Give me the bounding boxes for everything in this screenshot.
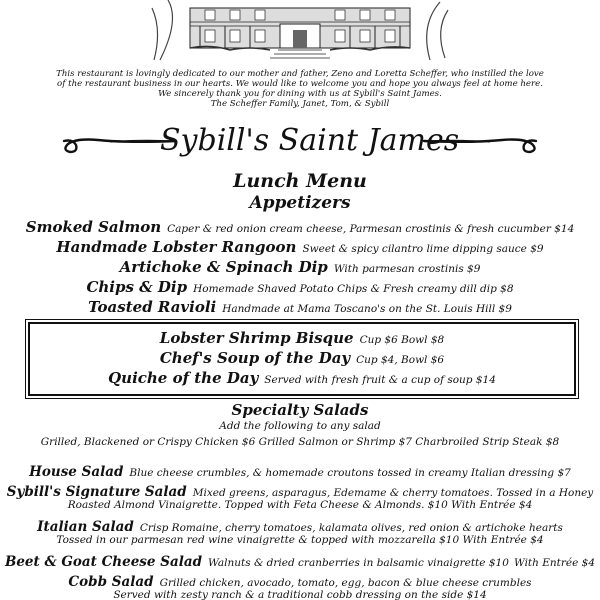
item-name: Chef's Soup of the Day [159, 349, 351, 367]
dedication-line: of the restaurant business in our hearts. We would like to welcome you and hope you always feel at home here. [57, 79, 543, 89]
soup-item [30, 328, 574, 347]
item-name: Cobb Salad [68, 574, 154, 590]
menu-item [0, 551, 600, 570]
dedication-line: We sincerely thank you for dining with us at Sybill's Saint James. [158, 89, 442, 99]
menu-title: Lunch Menu [233, 170, 367, 192]
item-desc-continued: Tossed in our parmesan red wine vinaigrette & topped with mozzarella $10 With Entrée $4 [56, 534, 544, 546]
item-desc: Walnuts & dried cranberries in balsamic vinaigrette $10 [208, 557, 509, 569]
menu-item [0, 481, 600, 500]
soup-item [30, 368, 574, 387]
item-desc-continued: Served with zesty ranch & a traditional cobb dressing on the side $14 [113, 589, 487, 600]
item-name: Chips & Dip [86, 278, 188, 296]
salad-addons: Grilled, Blackened or Crispy Chicken $6 Grilled Salmon or Shrimp $7 Charbroiled Strip Steak $8 [40, 436, 560, 448]
menu-item [0, 217, 600, 236]
menu-item [0, 461, 600, 480]
item-name: Smoked Salmon [25, 218, 162, 236]
menu-item [0, 277, 600, 296]
restaurant-title: Sybill's Saint James [160, 123, 460, 158]
item-desc: Homemade Shaved Potato Chips & Fresh creamy dill dip $8 [193, 283, 514, 295]
item-desc: Crisp Romaine, cherry tomatoes, kalamata olives, red onion & artichoke hearts [139, 522, 563, 534]
house-illustration [150, 0, 450, 62]
item-desc: With parmesan crostinis $9 [333, 263, 481, 275]
menu-item [0, 516, 600, 535]
item-name: House Salad [29, 464, 124, 480]
item-desc: Blue cheese crumbles, & homemade croutons tossed in creamy Italian dressing $7 [129, 467, 571, 479]
title-row [0, 118, 600, 166]
appetizers-heading: Appetizers [249, 193, 351, 213]
item-desc-continued: Roasted Almond Vinaigrette. Topped with Feta Cheese & Almonds. $10 With Entrée $4 [67, 499, 533, 511]
menu-item [0, 237, 600, 256]
item-desc: Grilled chicken, avocado, tomato, egg, bacon & blue cheese crumbles [159, 577, 532, 589]
dedication-line: This restaurant is lovingly dedicated to our mother and father, Zeno and Loretta Scheffer, who instilled the love [56, 69, 544, 79]
item-name: Toasted Ravioli [88, 298, 217, 316]
item-name: Quiche of the Day [108, 369, 259, 387]
item-name: Sybill's Signature Salad [6, 484, 187, 500]
item-desc: Served with fresh fruit & a cup of soup $14 [264, 374, 496, 386]
right-scroll-ornament [422, 128, 542, 154]
menu-item [0, 257, 600, 276]
salad-addon-intro: Add the following to any salad [219, 420, 381, 432]
menu-item [0, 297, 600, 316]
item-desc: Caper & red onion cream cheese, Parmesan crostinis & fresh cucumber $14 [167, 223, 575, 235]
item-desc: Mixed greens, asparagus, Edemame & cherry tomatoes. Tossed in a Honey [192, 487, 594, 499]
dedication-signature: The Scheffer Family, Janet, Tom, & Sybill [210, 99, 390, 109]
soup-item [30, 348, 574, 367]
menu-item [0, 571, 600, 590]
item-name: Handmade Lobster Rangoon [56, 238, 297, 256]
item-desc: Handmade at Mama Toscano's on the St. Louis Hill $9 [222, 303, 512, 315]
item-name: Beet & Goat Cheese Salad [4, 554, 203, 570]
item-name: Artichoke & Spinach Dip [119, 258, 328, 276]
item-desc: Sweet & spicy cilantro lime dipping sauce $9 [302, 243, 544, 255]
soup-box [28, 322, 576, 396]
item-name: Italian Salad [37, 519, 134, 535]
item-name: Lobster Shrimp Bisque [159, 329, 354, 347]
item-desc: Cup $6 Bowl $8 [359, 334, 445, 346]
item-desc: Cup $4, Bowl $6 [356, 354, 445, 366]
dedication-text [40, 69, 560, 109]
item-desc-small: With Entrée $4 [513, 557, 596, 569]
salads-heading: Specialty Salads [231, 401, 369, 419]
